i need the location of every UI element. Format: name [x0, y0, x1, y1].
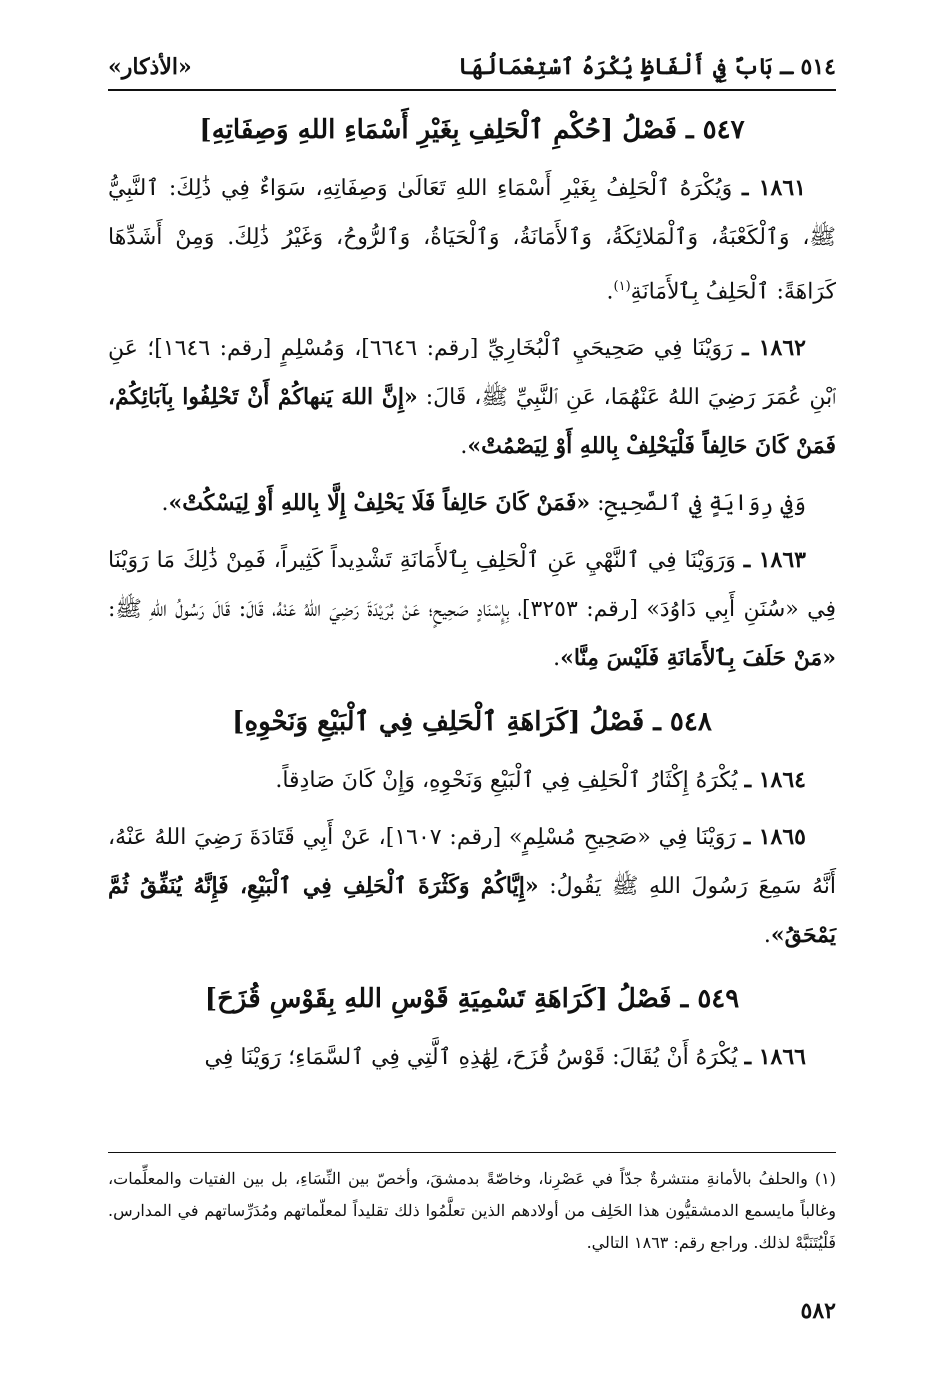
paragraph-number: ١٨٦١ ـ: [741, 174, 806, 201]
chapter-heading: ٥١٤ ـ بَابٌ فِي أَلْفَاظٍ يُكْرَهُ ٱسْتِعْمَالُهَا: [458, 54, 836, 80]
paragraph-number: ١٨٦٥ ـ: [743, 824, 806, 851]
paragraph-1861: [108, 164, 836, 316]
hadith-quote: «فَمَنْ كَانَ حَالِفاً فَلَا يَحْلِفْ إِلَّا بِاللهِ أَوْ لِيَسْكُتْ»: [168, 490, 591, 517]
paragraph-number: ١٨٦٣ ـ: [743, 547, 806, 574]
hadith-quote: «إِنَّ اللهَ يَنهاكُمْ أَنْ تَحْلِفُوا بِآبَائِكُمْ، فَمَنْ كَانَ حَالِفاً فَلْيَحْلِفْ بِاللهِ أَوْ لِيَصْمُتْ»: [108, 384, 836, 460]
paragraph-number: ١٨٦٦ ـ: [744, 1044, 806, 1071]
running-header: [108, 52, 836, 91]
paragraph-end: .: [606, 279, 614, 305]
paragraph-end: .: [161, 491, 169, 517]
footnote-text: والحلفُ بالأمانةِ منتشرةٌ جدّاً في عَصْرِنا، وخاصّةً بدمشقَ، وأخصّ بين النِّسَاءِ، بل بين الفتيات والمعلِّمات، وغالباً مايسمع الدمشقيُّون هذا الحَلِف من أولادهم الذين تعلَّمُوا ذلك تقليداً لمعلّماتهم ومُدَرِّساتهم في المدارس. فَلْيُتَنَبَّهْ لذلك. وراجع رقم: ١٨٦٣ التالي.: [108, 1169, 836, 1252]
paragraph-number: ١٨٦٤ ـ: [744, 767, 806, 794]
paragraph-text: وَرَوَيْنَا فِي ٱلنَّهْيِ عَنِ ٱلْحَلِفِ بِٱلأَمَانَةِ تَشْدِيداً كَثِيراً، فَمِنْ ذَٰلِكَ مَا رَوَيْنَا فِي «سُنَنِ أَبِي دَاوُدَ» [رقم: ٣٢٥٣]، بِإِسْنَادٍ صَحِيحٍ؛ عَنْ بُرَيْدَةَ رَضِيَ اللهُ عَنْهُ، قَالَ: قَالَ رَسُولُ اللهِ ﷺ:: [108, 548, 836, 623]
paragraph-variant: [108, 479, 836, 528]
paragraph-text: وَيُكْرَهُ ٱلْحَلِفُ بِغَيْرِ أَسْمَاءِ اللهِ تَعَالَىٰ وَصِفَاتِهِ، سَوَاءٌ فِي ذَٰلِكَ: ٱلنَّبِيُّ ﷺ، وَٱلْكَعْبَةُ، وَٱلْمَلائِكَةُ، وَٱلأَمَانَةُ، وَٱلْحَيَاةُ، وَٱلرُّوحُ، وَغَيْرُ ذَٰلِكَ. وَمِنْ أَشَدِّهَا كَرَاهَةً: ٱلْحَلِفُ بِٱلأَمَانَةِ: [108, 175, 836, 305]
paragraph-1862: [108, 324, 836, 471]
footnote-1: [108, 1163, 836, 1259]
hadith-quote: «مَنْ حَلَفَ بِٱلأَمَانَةِ فَلَيْسَ مِنَّا»: [560, 645, 836, 672]
hadith-quote: «إِيَّاكُمْ وَكَثْرَةَ ٱلْحَلِفِ فِي ٱلْبَيْعِ، فَإِنَّهُ يُنَفِّقُ ثُمَّ يَمْحَقُ»: [108, 873, 836, 949]
section-title-548: ٥٤٨ ـ فَصْلُ [كَرَاهَةِ ٱلْحَلِفِ فِي ٱلْبَيْعِ وَنَحْوِهِ]: [232, 707, 712, 738]
footnote-marker: (١): [814, 1169, 836, 1188]
paragraph-number: ١٨٦٢ ـ: [742, 335, 806, 362]
paragraph-text: يُكْرَهُ أَنْ يُقَالَ: قَوْسُ قُزَحَ، لِهَٰذِهِ ٱلَّتِي فِي ٱلسَّمَاءِ؛ رَوَيْنَا فِي: [204, 1045, 738, 1071]
footnotes-area: [108, 1152, 836, 1259]
paragraph-end: .: [553, 646, 561, 672]
paragraph-1864: [108, 756, 836, 805]
book-title: «الأذكار»: [108, 54, 192, 80]
section-title-549: ٥٤٩ ـ فَصْلُ [كَرَاهَةِ تَسْمِيَةِ قَوْسِ اللهِ بِقَوْسِ قُزَحَ]: [204, 984, 740, 1015]
paragraph-1865: [108, 813, 836, 960]
paragraph-end: .: [460, 434, 468, 460]
paragraph-text: وَفِي رِوَايَةٍ فِي ٱلصَّحِيحِ:: [597, 491, 806, 517]
paragraph-text: رَوَيْنَا فِي «صَحِيحِ مُسْلِمٍ» [رقم: ١٦٠٧]، عَنْ أَبِي قَتَادَةَ رَضِيَ اللهُ عَنْهُ، أَنَّهُ سَمِعَ رَسُولَ اللهِ ﷺ يَقُولُ:: [108, 825, 837, 900]
paragraph-1863: [108, 536, 836, 683]
paragraph-text: يُكْرَهُ إِكْثَارُ ٱلْحَلِفِ فِي ٱلْبَيْعِ وَنَحْوِهِ، وَإِنْ كَانَ صَادِقاً.: [275, 768, 738, 794]
paragraph-end: .: [763, 923, 771, 949]
footnote-reference[interactable]: (١): [613, 278, 631, 294]
section-title-547: ٥٤٧ ـ فَصْلُ [حُكْمِ ٱلْحَلِفِ بِغَيْرِ أَسْمَاءِ اللهِ وَصِفَاتِهِ]: [199, 114, 745, 145]
page-number: ٥٨٢: [800, 1298, 836, 1324]
paragraph-text: رَوَيْنَا فِي صَحِيحَيِ ٱلْبُخَارِيِّ [رقم: ٦٦٤٦]، وَمُسْلِمٍ [رقم: ١٦٤٦]؛ عَنِ ٱبْنِ عُمَرَ رَضِيَ اللهُ عَنْهُمَا، عَنِ ٱلنَّبِيِّ ﷺ، قَالَ:: [108, 336, 836, 411]
paragraph-1866: [108, 1033, 836, 1082]
